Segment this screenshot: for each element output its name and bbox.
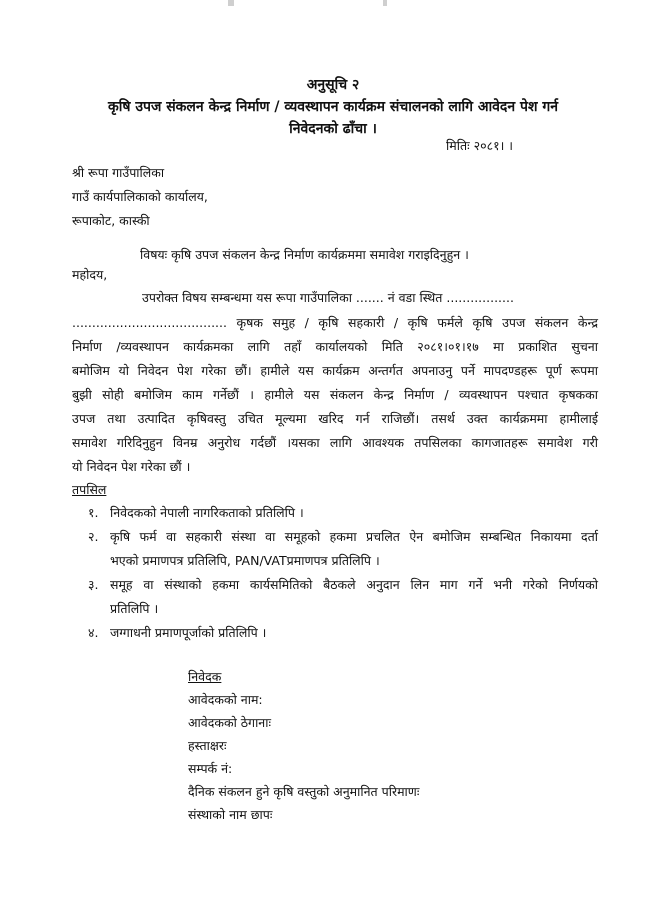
list-item-text: समूह वा संस्थाको हकमा कार्यसमितिको बैठकले अनुदान लिन माग गर्ने भनी गरेको निर्णयको <box>110 577 598 592</box>
body-line: उपज तथा उत्पादित कृषिवस्तु उचित मूल्यमा खरिद गर्न राजिछौं। तसर्थ उक्त कार्यक्रममा हामीलाई <box>72 411 598 426</box>
body-line: समावेश गरिदिनुहुन विनम्र अनुरोध गर्दछौं ।यसका लागि आवश्यक तपसिलका कागजातहरू समावेश गरी <box>72 435 598 450</box>
date-line: मितिः २०८१। । <box>446 138 514 153</box>
list-item-text: कृषि फर्म वा सहकारी संस्था वा समूहको हकमा प्रचलित ऐन बमोजिम सम्बन्धित निकायमा दर्ता <box>110 529 598 544</box>
body-line: ....................................... कृषक समुह / कृषि सहकारी / कृषि फर्मले कृषि उपज संकलन केन्द्र <box>72 315 598 330</box>
scan-artifact <box>383 0 387 6</box>
list-item-text: भएको प्रमाणपत्र प्रतिलिपि, PAN/VATप्रमाणपत्र प्रतिलिपि । <box>110 553 380 568</box>
applicant-field-quantity: दैनिक संकलन हुने कृषि वस्तुको अनुमानित परिमाणः <box>188 784 420 799</box>
list-item-number: ४. <box>88 625 99 640</box>
list-item-text: जग्गाधनी प्रमाणपूर्जाको प्रतिलिपि । <box>110 625 267 640</box>
body-line: यो निवेदन पेश गरेका छौं । <box>72 459 191 474</box>
annex-label: अनुसूचि २ <box>306 77 360 93</box>
list-item-number: ३. <box>88 577 99 592</box>
applicant-field-contact: सम्पर्क नं: <box>188 761 233 776</box>
body-line: उपरोक्त विषय सम्बन्धमा यस रूपा गाउँपालिका ....... नं वडा स्थित ................. <box>142 290 514 305</box>
addressee-line: गाउँ कार्यपालिकाको कार्यालय, <box>72 189 208 204</box>
subject-line: विषयः कृषि उपज संकलन केन्द्र निर्माण कार्यक्रममा समावेश गराइदिनुहुन । <box>140 247 469 262</box>
addressee-line: रूपाकोट, कास्की <box>72 213 150 228</box>
applicant-field-address: आवेदकको ठेगानाः <box>188 715 272 730</box>
tapsil-heading: तपसिल <box>72 482 107 497</box>
list-item-number: २. <box>88 529 99 544</box>
scan-artifact <box>228 0 234 6</box>
document-title-line2: निवेदनको ढाँचा । <box>289 121 377 137</box>
list-item-text: प्रतिलिपि । <box>110 601 159 616</box>
salutation: महोदय, <box>72 267 108 282</box>
body-line: निर्माण /व्यवस्थापन कार्यक्रमका लागि तहाँ कार्यालयको मिति २०८१।०१।१७ मा प्रकाशित सुचना <box>72 339 598 354</box>
body-line: बमोजिम यो निवेदन पेश गरेका छौं। हामीले यस कार्यक्रम अन्तर्गत अपनाउनु पर्ने मापदण्डहरू पूर्ण रूपमा <box>72 363 598 378</box>
addressee-line: श्री रूपा गाउँपालिका <box>72 165 165 180</box>
body-line: बुझी सोही बमोजिम काम गर्नेछौं । हामीले यस संकलन केन्द्र निर्माण / व्यवस्थापन पश्चात कृषकका <box>72 387 598 402</box>
applicant-field-stamp: संस्थाको नाम छापः <box>188 807 273 822</box>
list-item-text: निवेदकको नेपाली नागरिकताको प्रतिलिपि । <box>110 505 304 520</box>
applicant-heading: निवेदक <box>188 669 222 684</box>
applicant-field-signature: हस्ताक्षरः <box>188 738 227 753</box>
applicant-field-name: आवेदकको नाम: <box>188 692 263 707</box>
list-item-number: १. <box>88 505 99 520</box>
document-title-line1: कृषि उपज संकलन केन्द्र निर्माण / व्यवस्थापन कार्यक्रम संचालनको लागि आवेदन पेश गर्न <box>107 99 559 115</box>
